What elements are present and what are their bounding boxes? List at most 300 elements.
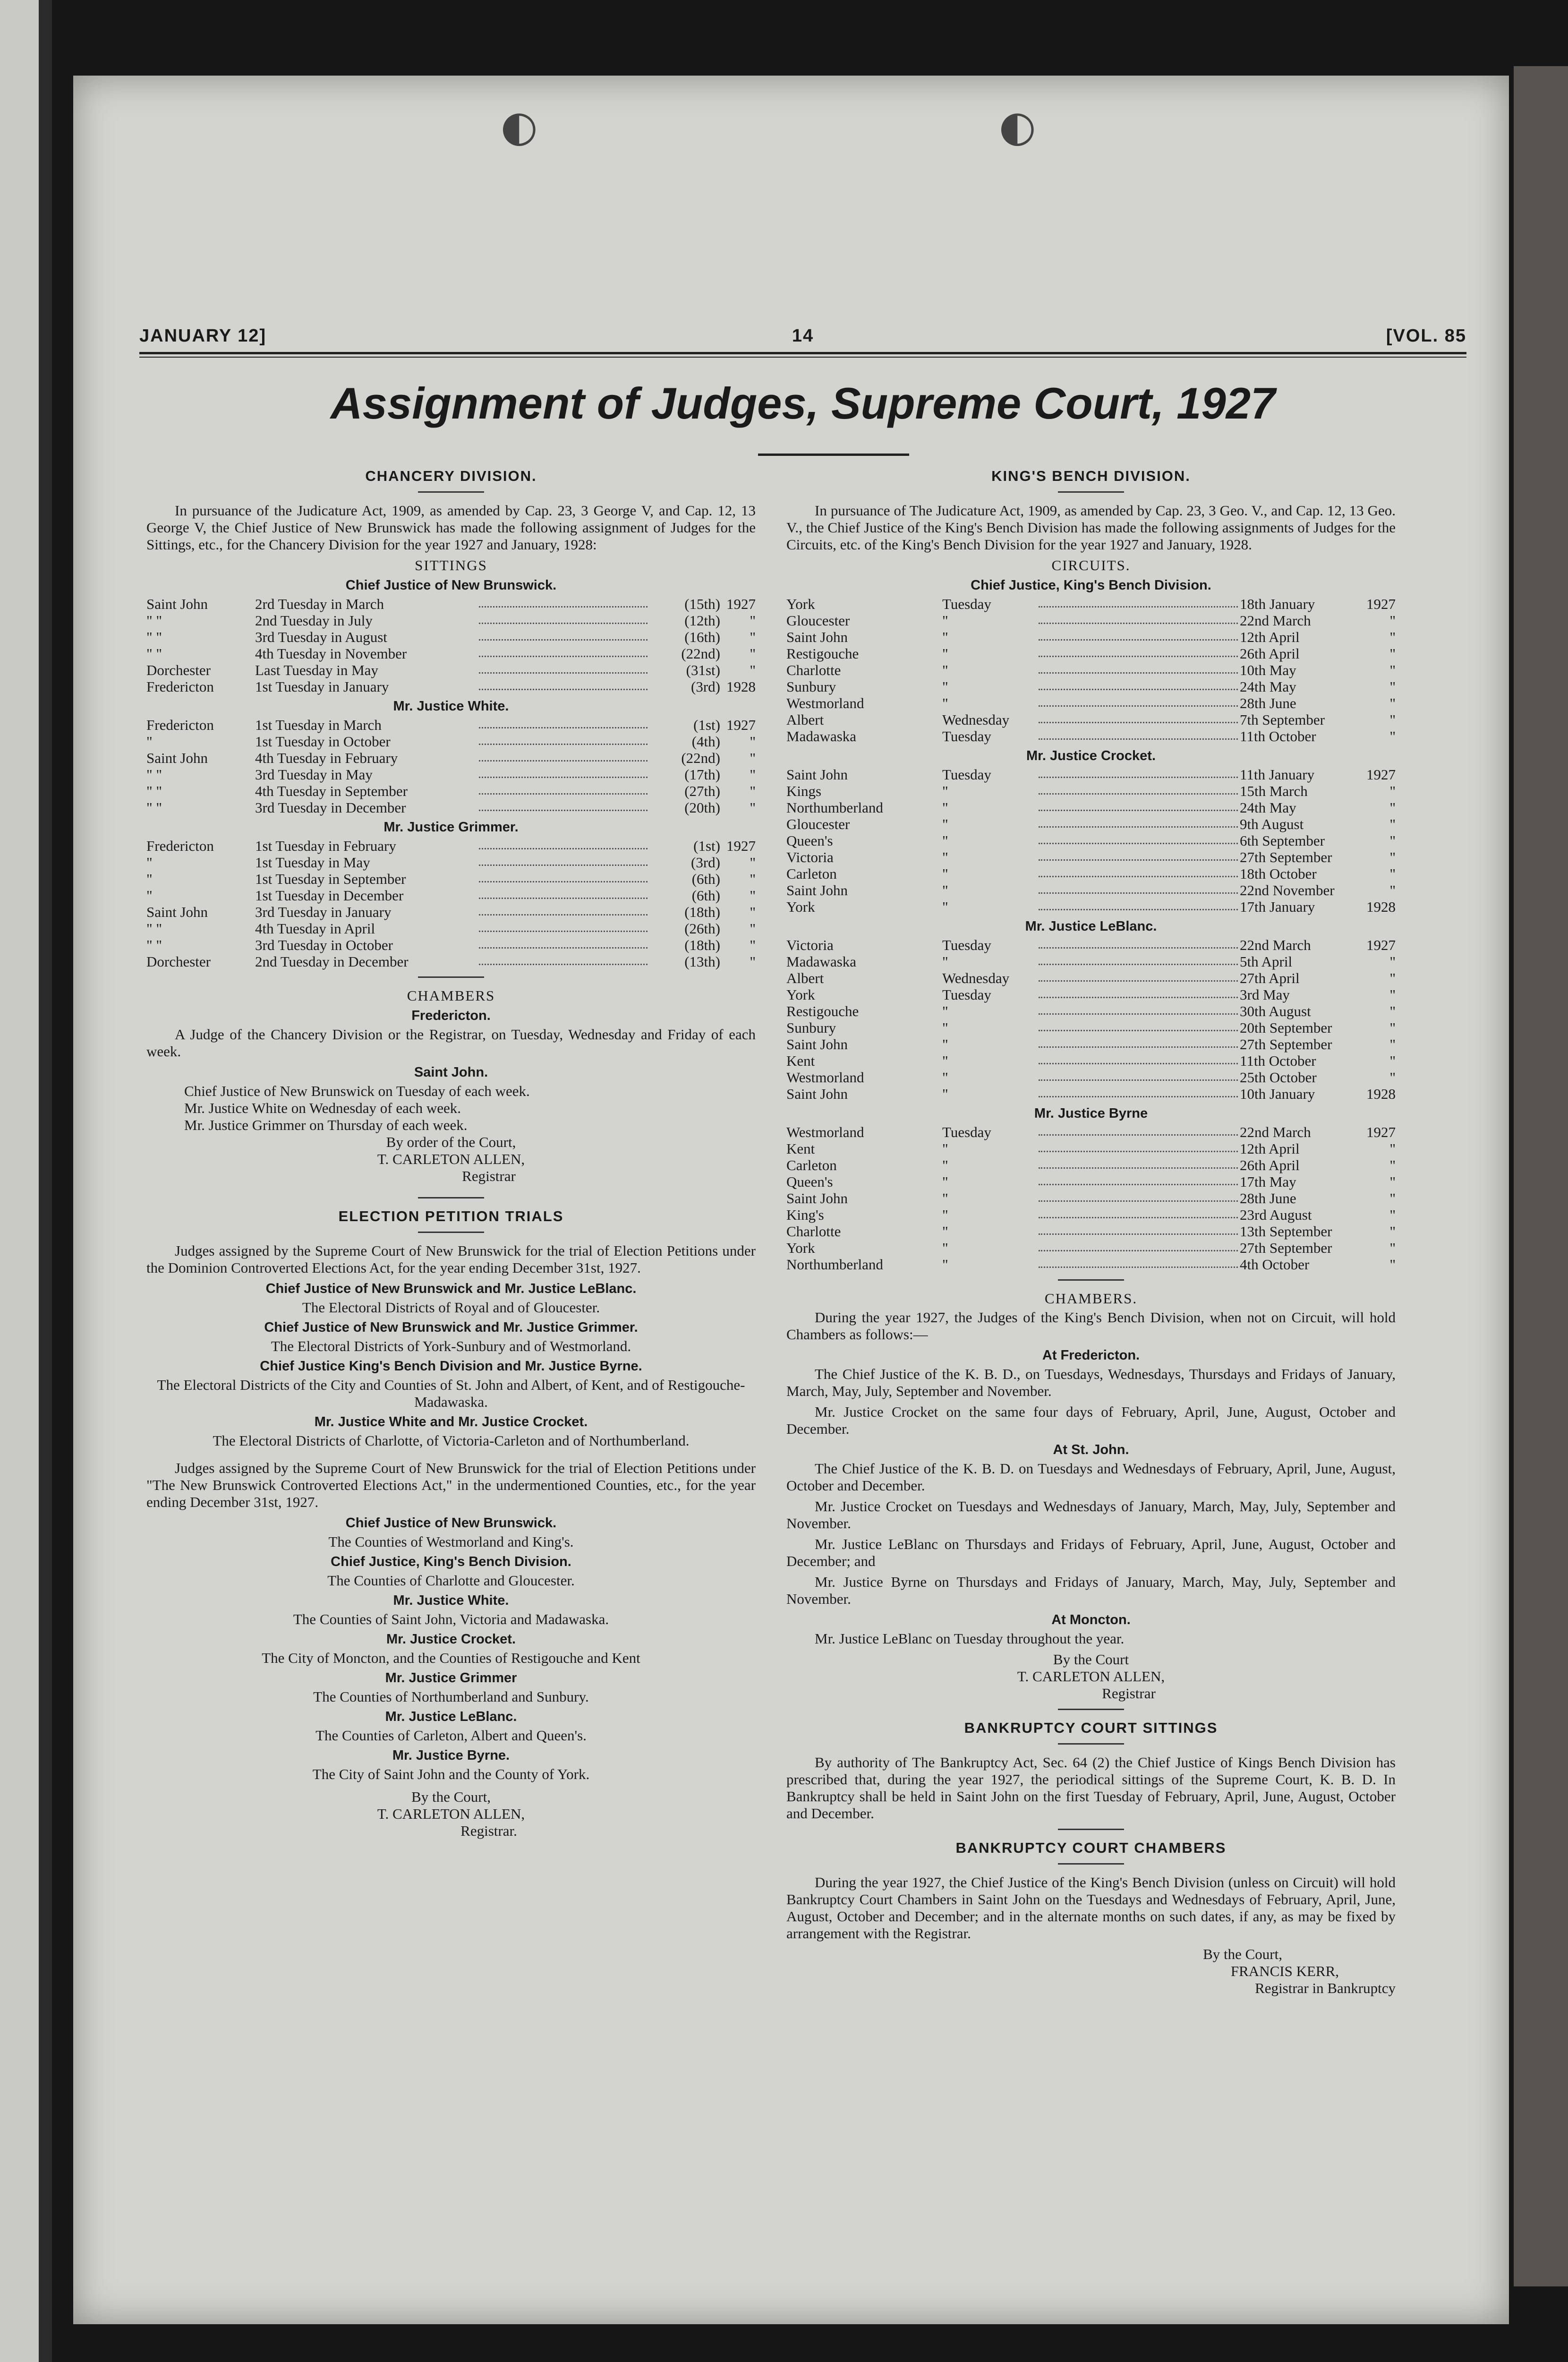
year-cell: ": [750, 783, 756, 799]
place-cell: Saint John: [786, 1086, 848, 1102]
table-row: [786, 645, 1396, 662]
date-cell: 28th June: [1240, 1190, 1296, 1207]
year-cell: 1927: [1366, 937, 1396, 953]
table-row: [786, 1223, 1396, 1240]
district-text: The Electoral Districts of Charlotte, of Victoria-Carleton and of Northumberland.: [213, 1432, 690, 1449]
place-cell: Charlotte: [786, 662, 841, 678]
divider: [1058, 1829, 1124, 1830]
year-cell: ": [750, 662, 756, 678]
place-cell: York: [786, 986, 815, 1003]
judge-heading: Mr. Justice Byrne.: [392, 1748, 510, 1763]
day-cell: Tuesday: [942, 937, 991, 953]
year-cell: ": [1389, 711, 1396, 728]
date-cell: 10th January: [1240, 1086, 1315, 1102]
leader-dots: [479, 887, 648, 899]
leader-dots: [1039, 1124, 1238, 1136]
divider: [418, 1197, 484, 1198]
order-line: By the Court,: [411, 1789, 491, 1805]
table-row: [786, 1069, 1396, 1086]
signer-title: Registrar: [462, 1168, 516, 1184]
year-cell: 1928: [1366, 1086, 1396, 1102]
year-cell: ": [1389, 1069, 1396, 1086]
day-cell: ": [942, 1240, 948, 1256]
judge-heading: Mr. Justice White and Mr. Justice Crocket.: [314, 1414, 588, 1429]
year-cell: ": [1389, 1223, 1396, 1240]
leader-dots: [479, 871, 648, 882]
day-cell: ": [942, 1036, 948, 1053]
leader-dots: [479, 766, 648, 778]
date-cell: 24th May: [1240, 678, 1296, 695]
table-row: [786, 662, 1396, 678]
district-text: The Counties of Westmorland and King's.: [328, 1533, 574, 1550]
judge-heading: Chief Justice of New Brunswick and Mr. Justice LeBlanc.: [265, 1281, 637, 1296]
table-row: [786, 882, 1396, 899]
judge-heading: Mr. Justice Grimmer.: [383, 820, 519, 835]
table-row: [786, 783, 1396, 799]
table-row: [786, 986, 1396, 1003]
divider: [418, 491, 484, 493]
day-cell: Tuesday: [942, 728, 991, 745]
leader-dots: [1039, 711, 1238, 723]
year-cell: ": [1389, 1173, 1396, 1190]
day-cell: 4th Tuesday in September: [255, 783, 408, 799]
year-cell: ": [750, 904, 756, 920]
leader-dots: [479, 799, 648, 811]
table-row: [146, 799, 756, 816]
table-row: [786, 1003, 1396, 1019]
leader-dots: [479, 733, 648, 745]
day-cell: Tuesday: [942, 596, 991, 612]
year-cell: ": [750, 629, 756, 645]
place-cell: Gloucester: [786, 816, 850, 832]
date-cell: 18th October: [1240, 865, 1317, 882]
date-cell: (6th): [691, 871, 720, 887]
chambers-heading: CHAMBERS: [407, 987, 495, 1004]
leader-dots: [1039, 678, 1238, 690]
judge-heading: Chief Justice, King's Bench Division.: [971, 578, 1211, 593]
year-cell: ": [1389, 953, 1396, 970]
district-text: The Counties of Carleton, Albert and Queen's.: [315, 1727, 587, 1744]
place-cell: Dorchester: [146, 662, 211, 678]
day-cell: 1st Tuesday in January: [255, 678, 389, 695]
day-cell: ": [942, 1190, 948, 1207]
day-cell: ": [942, 1223, 948, 1240]
divider: [1058, 1743, 1124, 1745]
day-cell: ": [942, 1069, 948, 1086]
signer-title: Registrar: [1102, 1685, 1156, 1702]
leader-dots: [1039, 783, 1238, 795]
date-cell: (15th): [684, 596, 720, 612]
leader-dots: [1039, 596, 1238, 608]
table-row: [146, 629, 756, 645]
leader-dots: [1039, 899, 1238, 910]
signer-title: Registrar in Bankruptcy: [1255, 1980, 1396, 1996]
table-row: [786, 970, 1396, 986]
place-cell: ": [146, 733, 153, 750]
district-text: The City of Moncton, and the Counties of Restigouche and Kent: [262, 1650, 640, 1666]
year-cell: ": [1389, 970, 1396, 986]
leader-dots: [1039, 1157, 1238, 1169]
day-cell: 3rd Tuesday in August: [255, 629, 387, 645]
moncton-text: Mr. Justice LeBlanc on Tuesday throughout the year.: [815, 1630, 1125, 1647]
table-row: [786, 1240, 1396, 1256]
leader-dots: [1039, 728, 1238, 740]
date-cell: 22nd March: [1240, 612, 1311, 629]
at-st-john-heading: At St. John.: [1053, 1442, 1129, 1457]
table-row: [146, 937, 756, 953]
provincial-assignments: [146, 1515, 756, 1783]
year-cell: ": [1389, 728, 1396, 745]
date-cell: (1st): [693, 717, 720, 733]
table-row: [146, 596, 756, 612]
year-cell: ": [1389, 986, 1396, 1003]
day-cell: Tuesday: [942, 1124, 991, 1140]
bankruptcy-chambers-text: During the year 1927, the Chief Justice of the King's Bench Division (unless on Circuit) will hold Bankruptcy Court Chambers in Saint John on the Tuesdays and Wednesdays of February, April, June, August, October and December; and in the alternate months on such dates, if any, as may be fixed by arrangement with the Registrar.: [786, 1874, 1396, 1942]
leader-dots: [1039, 1173, 1238, 1185]
date-cell: 15th March: [1240, 783, 1308, 799]
leader-dots: [1039, 1140, 1238, 1152]
place-cell: Carleton: [786, 1157, 837, 1173]
date-cell: (18th): [684, 904, 720, 920]
signer-name: T. CARLETON ALLEN,: [377, 1806, 525, 1822]
table-row: [146, 783, 756, 799]
day-cell: ": [942, 832, 948, 849]
kb-chambers-heading: CHAMBERS.: [1044, 1290, 1138, 1307]
day-cell: ": [942, 849, 948, 865]
district-text: The Counties of Charlotte and Gloucester.: [327, 1572, 575, 1589]
year-cell: ": [1389, 1207, 1396, 1223]
leader-dots: [1039, 1019, 1238, 1031]
date-cell: 22nd November: [1240, 882, 1335, 899]
day-cell: ": [942, 662, 948, 678]
place-cell: Saint John: [786, 882, 848, 899]
place-cell: Queen's: [786, 1173, 833, 1190]
year-cell: ": [1389, 1036, 1396, 1053]
left-column: [146, 468, 756, 1840]
place-cell: " ": [146, 937, 162, 953]
date-cell: (27th): [684, 783, 720, 799]
place-cell: Madawaska: [786, 728, 857, 745]
leader-dots: [479, 629, 648, 641]
leader-dots: [1039, 612, 1238, 624]
place-cell: Kent: [786, 1140, 815, 1157]
day-cell: ": [942, 882, 948, 899]
year-cell: ": [750, 733, 756, 750]
header-date: JANUARY 12]: [139, 326, 267, 346]
day-cell: ": [942, 1207, 948, 1223]
divider: [1058, 491, 1124, 493]
dominion-assignments: [146, 1280, 756, 1449]
day-cell: ": [942, 1003, 948, 1019]
date-cell: 17th January: [1240, 899, 1315, 915]
table-row: [786, 832, 1396, 849]
place-cell: " ": [146, 799, 162, 816]
day-cell: 2rd Tuesday in March: [255, 596, 384, 612]
leader-dots: [479, 937, 648, 949]
date-cell: 20th September: [1240, 1019, 1332, 1036]
leader-dots: [1039, 953, 1238, 965]
circuits-heading: CIRCUITS.: [1051, 557, 1131, 573]
bankruptcy-chambers-heading: BANKRUPTCY COURT CHAMBERS: [955, 1840, 1227, 1856]
table-row: [146, 953, 756, 970]
page-title: Assignment of Judges, Supreme Court, 1927: [330, 378, 1276, 428]
sittings-heading: SITTINGS: [415, 557, 487, 573]
day-cell: 2nd Tuesday in July: [255, 612, 373, 629]
table-row: [146, 920, 756, 937]
place-cell: Restigouche: [786, 1003, 859, 1019]
year-cell: ": [1389, 1140, 1396, 1157]
year-cell: ": [750, 750, 756, 766]
day-cell: 4th Tuesday in April: [255, 920, 375, 937]
year-cell: ": [1389, 678, 1396, 695]
year-cell: 1927: [726, 717, 756, 733]
year-cell: 1928: [726, 678, 756, 695]
table-row: [786, 1036, 1396, 1053]
date-cell: 12th April: [1240, 629, 1300, 645]
place-cell: Saint John: [146, 904, 208, 920]
chambers-paragraph: Mr. Justice LeBlanc on Thursdays and Fridays of February, April, June, August, October and December; and: [786, 1536, 1396, 1569]
leader-dots: [479, 662, 648, 674]
right-column: [786, 468, 1396, 1997]
table-row: [146, 717, 756, 733]
table-row: [786, 953, 1396, 970]
leader-dots: [479, 645, 648, 657]
place-cell: Kings: [786, 783, 822, 799]
table-row: [786, 695, 1396, 711]
day-cell: Last Tuesday in May: [255, 662, 378, 678]
leader-dots: [1039, 1003, 1238, 1015]
date-cell: 17th May: [1240, 1173, 1296, 1190]
date-cell: 23rd August: [1240, 1207, 1312, 1223]
leader-dots: [479, 920, 648, 932]
date-cell: 10th May: [1240, 662, 1296, 678]
day-cell: 4th Tuesday in February: [255, 750, 398, 766]
day-cell: ": [942, 695, 948, 711]
year-cell: ": [1389, 1157, 1396, 1173]
day-cell: ": [942, 1019, 948, 1036]
gazette-page: [73, 76, 1509, 2324]
table-row: [786, 799, 1396, 816]
table-row: [786, 711, 1396, 728]
leader-dots: [479, 596, 648, 608]
place-cell: Saint John: [146, 750, 208, 766]
leader-dots: [1039, 1086, 1238, 1097]
judge-heading: Chief Justice of New Brunswick and Mr. Justice Grimmer.: [264, 1320, 638, 1335]
table-row: [146, 678, 756, 695]
judge-heading: Chief Justice of New Brunswick.: [345, 578, 557, 593]
leader-dots: [1039, 1256, 1238, 1268]
leader-dots: [1039, 816, 1238, 828]
divider: [1058, 1709, 1124, 1710]
election-heading: ELECTION PETITION TRIALS: [338, 1208, 564, 1224]
year-cell: ": [750, 953, 756, 970]
year-cell: ": [1389, 832, 1396, 849]
divider: [1058, 1863, 1124, 1865]
place-cell: " ": [146, 766, 162, 783]
chambers-line: Chief Justice of New Brunswick on Tuesday of each week.: [184, 1083, 530, 1099]
year-cell: ": [1389, 1003, 1396, 1019]
date-cell: 5th April: [1240, 953, 1293, 970]
district-text: The Counties of Northumberland and Sunbury.: [313, 1688, 589, 1705]
table-row: [786, 629, 1396, 645]
place-cell: York: [786, 596, 815, 612]
date-cell: (20th): [684, 799, 720, 816]
book-spine: [1514, 66, 1568, 2286]
place-cell: ": [146, 887, 153, 904]
kb-chambers-intro: During the year 1927, the Judges of the King's Bench Division, when not on Circuit, will hold Chambers as follows:—: [786, 1309, 1396, 1343]
leader-dots: [479, 854, 648, 866]
chambers-paragraph: Mr. Justice Crocket on the same four days of February, April, June, August, October and December.: [786, 1404, 1396, 1437]
judge-heading: Chief Justice, King's Bench Division.: [331, 1554, 571, 1569]
district-text: The City of Saint John and the County of York.: [312, 1766, 590, 1782]
table-row: [786, 1086, 1396, 1102]
date-cell: 28th June: [1240, 695, 1296, 711]
date-cell: 27th September: [1240, 1036, 1332, 1053]
place-cell: " ": [146, 629, 162, 645]
place-cell: Westmorland: [786, 1124, 864, 1140]
table-row: [786, 1140, 1396, 1157]
day-cell: 1st Tuesday in December: [255, 887, 404, 904]
year-cell: ": [750, 871, 756, 887]
leader-dots: [479, 678, 648, 690]
leader-dots: [1039, 1036, 1238, 1048]
place-cell: Westmorland: [786, 1069, 864, 1086]
table-row: [786, 1207, 1396, 1223]
leader-dots: [1039, 766, 1238, 778]
divider: [418, 976, 484, 978]
signer-name: FRANCIS KERR,: [1230, 1963, 1339, 1979]
year-cell: ": [1389, 1053, 1396, 1069]
date-cell: (31st): [686, 662, 720, 678]
date-cell: (4th): [691, 733, 720, 750]
year-cell: ": [750, 612, 756, 629]
running-header: [139, 321, 1466, 354]
leader-dots: [1039, 695, 1238, 707]
table-row: [146, 838, 756, 854]
order-line: By the Court: [1053, 1651, 1129, 1668]
table-row: [786, 1053, 1396, 1069]
kings-bench-heading: KING'S BENCH DIVISION.: [991, 468, 1191, 484]
year-cell: ": [1389, 849, 1396, 865]
year-cell: 1927: [726, 596, 756, 612]
table-row: [146, 854, 756, 871]
place-cell: Albert: [786, 711, 824, 728]
place-cell: ": [146, 871, 153, 887]
date-cell: 22nd March: [1240, 1124, 1311, 1140]
leader-dots: [1039, 970, 1238, 982]
bankruptcy-sittings-heading: BANKRUPTCY COURT SITTINGS: [964, 1720, 1218, 1736]
fredericton-heading: Fredericton.: [411, 1008, 491, 1023]
day-cell: ": [942, 1173, 948, 1190]
leader-dots: [1039, 1240, 1238, 1251]
table-row: [146, 733, 756, 750]
day-cell: 2nd Tuesday in December: [255, 953, 409, 970]
date-cell: 24th May: [1240, 799, 1296, 816]
chambers-paragraph: The Chief Justice of the K. B. D. on Tuesdays and Wednesdays of February, April, June, August, October and December.: [786, 1460, 1396, 1494]
table-row: [146, 766, 756, 783]
table-row: [146, 887, 756, 904]
title-rule: [758, 454, 909, 456]
date-cell: 6th September: [1240, 832, 1325, 849]
place-cell: York: [786, 899, 815, 915]
judge-heading: Chief Justice of New Brunswick.: [345, 1515, 557, 1531]
leader-dots: [1039, 799, 1238, 811]
day-cell: ": [942, 1140, 948, 1157]
year-cell: ": [1389, 612, 1396, 629]
place-cell: Saint John: [786, 1190, 848, 1207]
place-cell: Madawaska: [786, 953, 857, 970]
year-cell: ": [1389, 662, 1396, 678]
leader-dots: [1039, 1207, 1238, 1218]
year-cell: ": [750, 937, 756, 953]
year-cell: 1927: [1366, 1124, 1396, 1140]
place-cell: Saint John: [786, 1036, 848, 1053]
leader-dots: [1039, 1053, 1238, 1064]
leader-dots: [1039, 849, 1238, 861]
circuits-table: [786, 577, 1396, 1273]
place-cell: Queen's: [786, 832, 833, 849]
table-row: [146, 750, 756, 766]
year-cell: ": [1389, 1019, 1396, 1036]
date-cell: (1st): [693, 838, 720, 854]
date-cell: (22nd): [681, 645, 720, 662]
leader-dots: [1039, 645, 1238, 657]
judge-heading: Mr. Justice Byrne: [1034, 1106, 1148, 1121]
day-cell: ": [942, 645, 948, 662]
kings-bench-intro: In pursuance of The Judicature Act, 1909, as amended by Cap. 23, 3 Geo. V., and Cap. 12, 13 Geo. V., the Chief Justice of the King's Bench Division has made the following assignments of Judges for the Circuits, etc. of the King's Bench Division for the year 1927 and January, 1928.: [786, 502, 1396, 553]
day-cell: 1st Tuesday in March: [255, 717, 382, 733]
day-cell: ": [942, 1086, 948, 1102]
binding-hole-icon: ◐: [999, 102, 1036, 151]
day-cell: Wednesday: [942, 970, 1010, 986]
year-cell: ": [1389, 816, 1396, 832]
date-cell: (12th): [684, 612, 720, 629]
place-cell: ": [146, 854, 153, 871]
judge-heading: Mr. Justice White.: [393, 1593, 509, 1608]
date-cell: (18th): [684, 937, 720, 953]
year-cell: ": [1389, 1190, 1396, 1207]
judge-heading: Mr. Justice White.: [393, 699, 509, 714]
place-cell: Saint John: [786, 629, 848, 645]
date-cell: (16th): [684, 629, 720, 645]
leader-dots: [479, 717, 648, 728]
day-cell: ": [942, 783, 948, 799]
order-line: By the Court,: [1203, 1946, 1282, 1962]
table-row: [786, 1157, 1396, 1173]
table-row: [146, 662, 756, 678]
day-cell: 3rd Tuesday in January: [255, 904, 392, 920]
election-intro: Judges assigned by the Supreme Court of New Brunswick for the trial of Election Petitions under the Dominion Controverted Elections Act, for the year ending December 31st, 1927.: [146, 1242, 756, 1276]
year-cell: ": [1389, 629, 1396, 645]
leader-dots: [1039, 629, 1238, 641]
sittings-table: [146, 577, 756, 970]
year-cell: ": [750, 799, 756, 816]
leader-dots: [1039, 937, 1238, 949]
district-text: The Electoral Districts of York-Sunbury and of Westmorland.: [271, 1338, 631, 1354]
year-cell: ": [1389, 882, 1396, 899]
place-cell: " ": [146, 920, 162, 937]
date-cell: (22nd): [681, 750, 720, 766]
district-text: The Counties of Saint John, Victoria and Madawaska.: [293, 1611, 609, 1627]
date-cell: 22nd March: [1240, 937, 1311, 953]
table-row: [786, 612, 1396, 629]
date-cell: 3rd May: [1240, 986, 1290, 1003]
place-cell: Victoria: [786, 849, 834, 865]
table-row: [786, 596, 1396, 612]
place-cell: Kent: [786, 1053, 815, 1069]
date-cell: 27th April: [1240, 970, 1300, 986]
leader-dots: [1039, 662, 1238, 674]
